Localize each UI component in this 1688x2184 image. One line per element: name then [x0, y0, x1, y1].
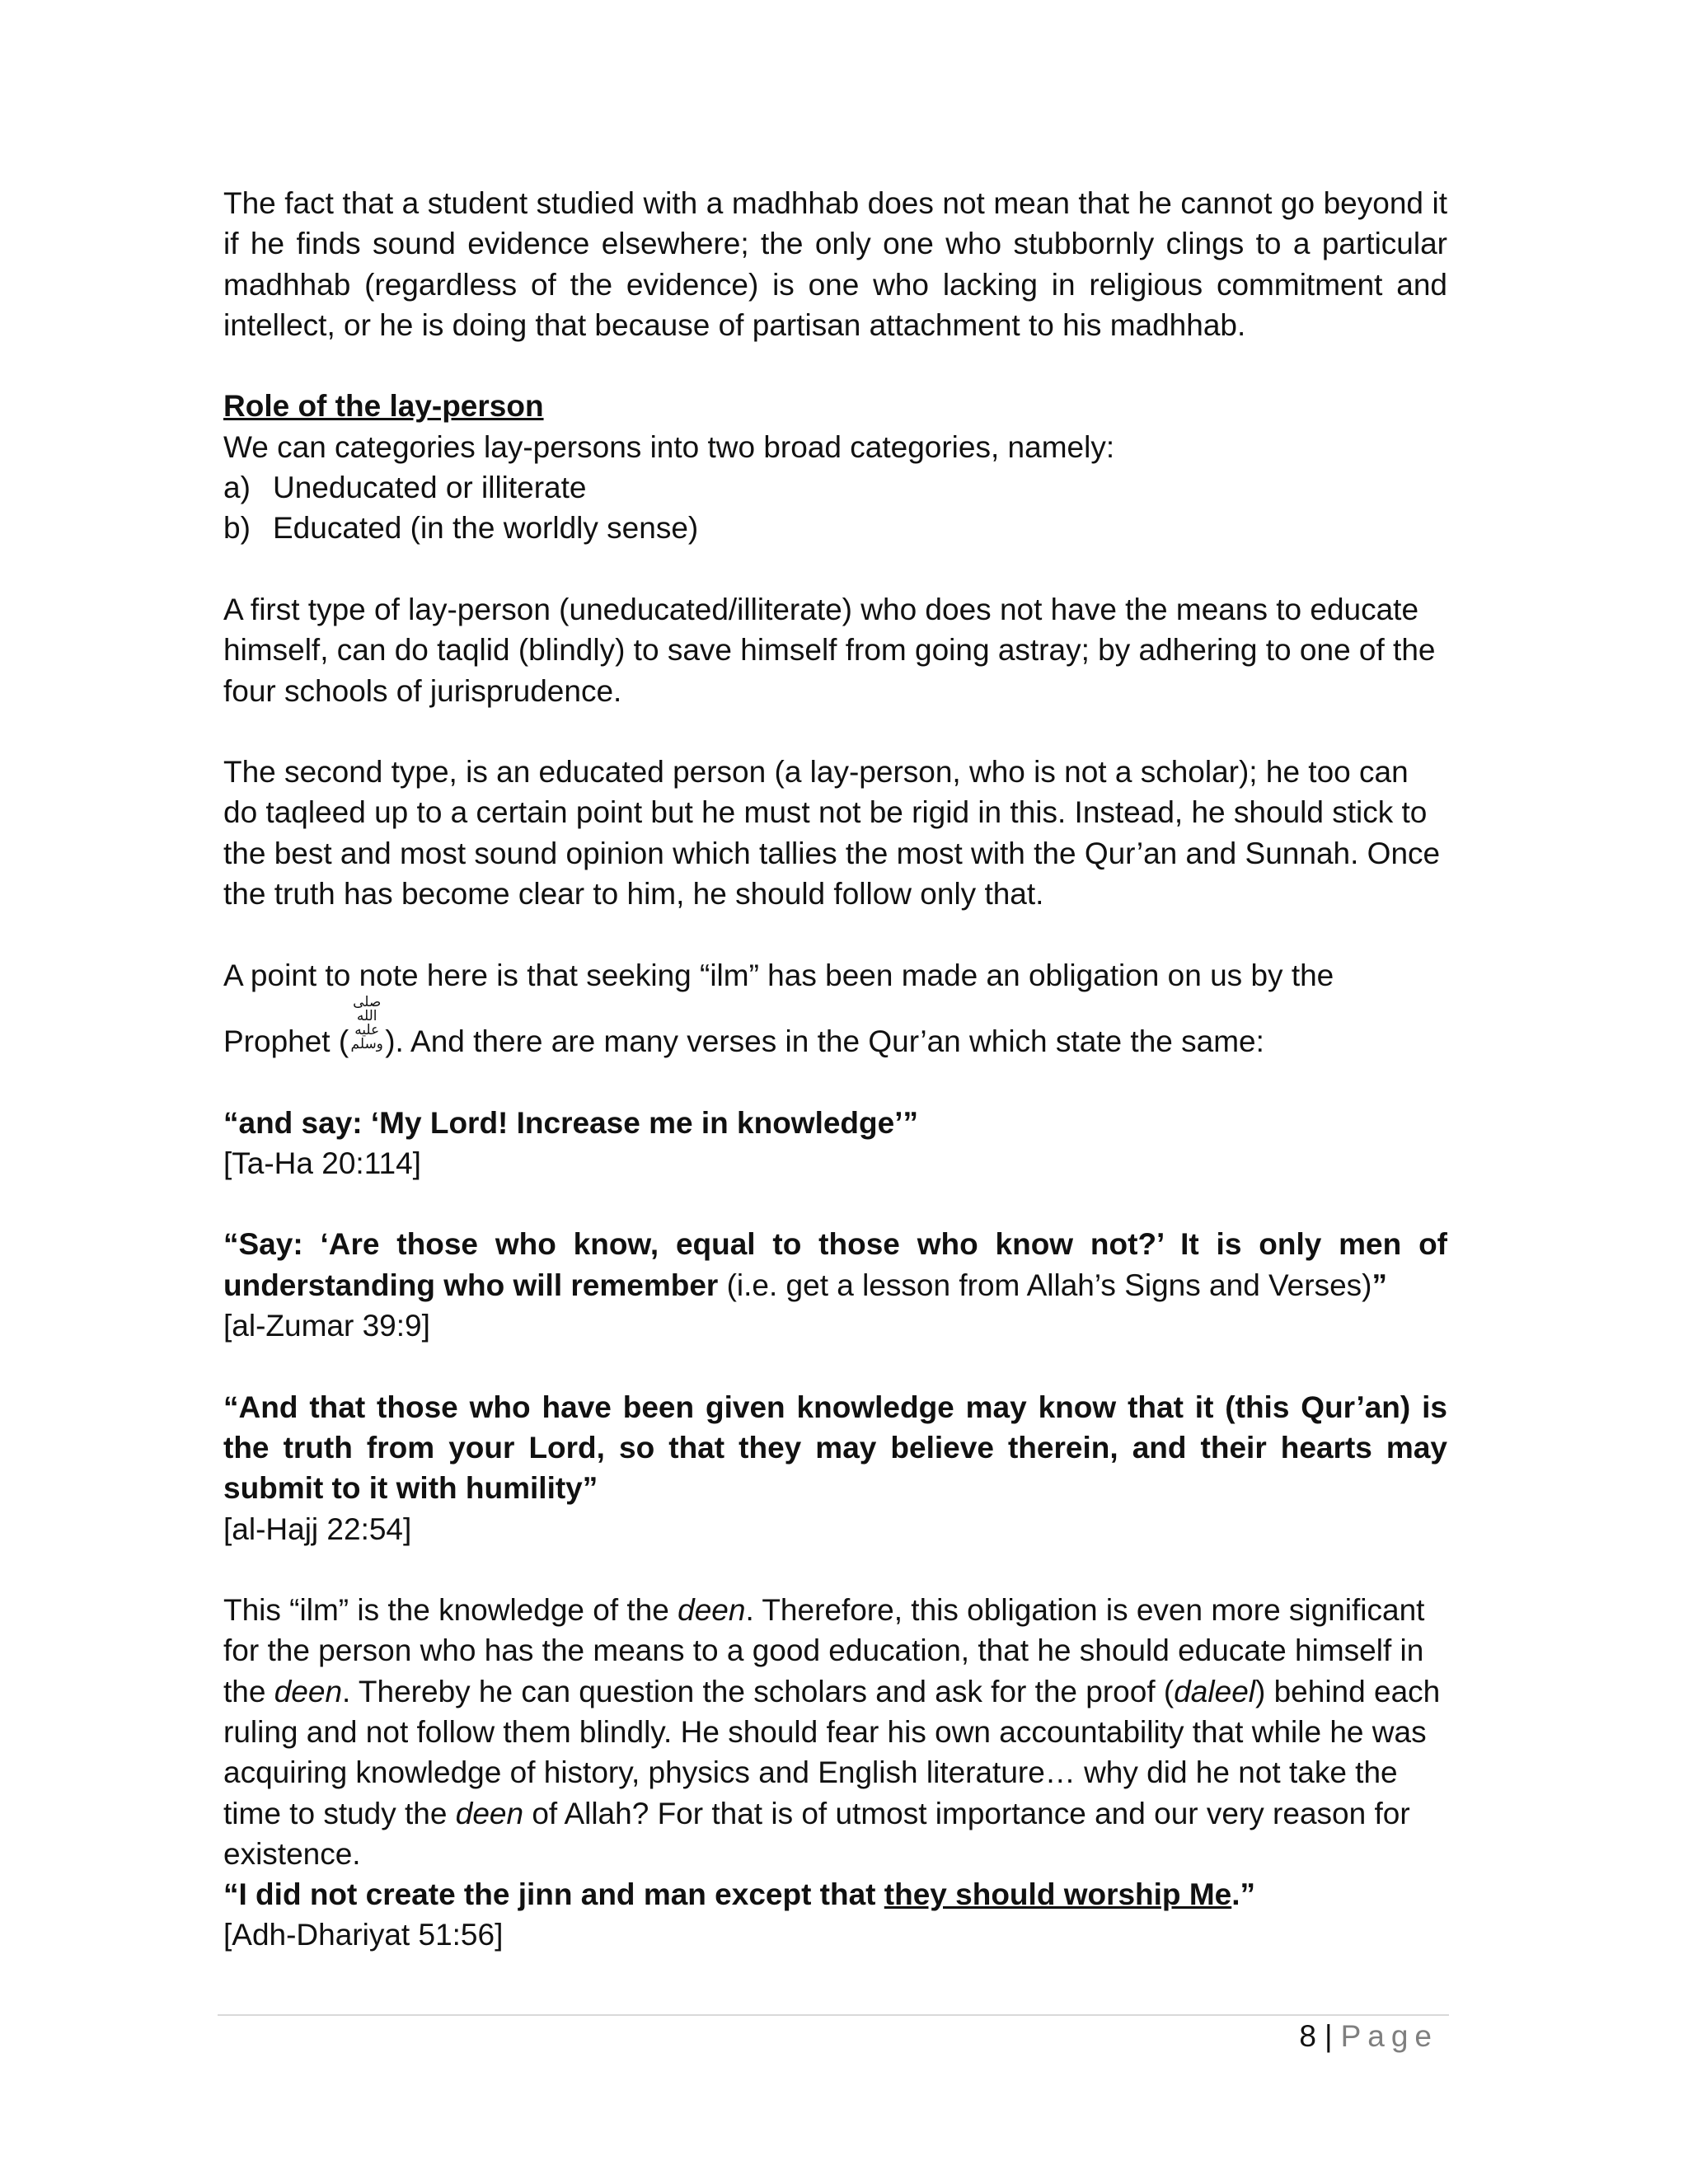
spacer	[223, 1549, 1447, 1590]
list-marker: b)	[223, 511, 251, 546]
quote-reference: [Ta-Ha 20:114]	[223, 1146, 421, 1180]
spacer	[223, 1062, 1447, 1102]
spacer	[223, 711, 1447, 752]
point-text-after: ). And there are many verses in the Qur’an which state the same:	[385, 1024, 1264, 1058]
quote-taha: “and say: ‘My Lord! Increase me in knowledge’”	[223, 1105, 918, 1140]
second-type-paragraph: The second type, is an educated person (a lay-person, who is not a scholar); he too can do taqleed up to a certain point but he must not be rigid in this. Instead, he should stick to the best and most sound opinion which tallies the most with the Qur’an and Sunnah. Once the truth has become clear to him, he should follow only that.	[223, 755, 1441, 912]
section-heading: Role of the lay-person	[223, 389, 544, 424]
list-marker: a)	[223, 471, 251, 505]
list-item	[223, 508, 1447, 548]
ilm-paragraph	[223, 1590, 1447, 1874]
italic-term: deen	[455, 1796, 524, 1830]
section-intro: We can categories lay-persons into two broad categories, namely:	[223, 429, 1115, 464]
spacer	[223, 345, 1447, 386]
quote-dhariyat	[223, 1874, 1447, 1915]
quote-reference: [Adh-Dhariyat 51:56]	[223, 1918, 504, 1952]
spacer	[223, 1183, 1447, 1224]
quote-closing-mark: ”	[1372, 1268, 1387, 1302]
quote-bold-text: “Say: ‘Are those who know, equal to those who know not?’ It is only men of understanding who will remember	[223, 1227, 1447, 1302]
list-item-text: Uneducated or illiterate	[273, 471, 587, 505]
point-paragraph	[223, 955, 1447, 1062]
text-run: This “ilm” is the knowledge of the	[223, 1593, 678, 1628]
text-run: of Allah? For that is of utmost importance and our very reason for existence.	[223, 1796, 1410, 1871]
footer-divider	[218, 2014, 1449, 2016]
footer-separator: |	[1324, 2019, 1333, 2053]
quote-reference: [al-Hajj 22:54]	[223, 1511, 412, 1546]
spacer	[223, 549, 1447, 589]
page-content	[223, 183, 1447, 1956]
text-run: . Thereby he can question the scholars and ask for the proof (	[342, 1674, 1175, 1708]
page-number: 8	[1299, 2019, 1316, 2053]
list-item-text: Educated (in the worldly sense)	[273, 511, 699, 546]
page-footer	[1299, 2016, 1438, 2057]
quote-explanation: (i.e. get a lesson from Allah’s Signs and Verses)	[718, 1268, 1372, 1302]
quote-hajj: “And that those who have been given knowledge may know that it (this Qur’an) is the truth from your Lord, so that they may believe therein, and their hearts may submit to it with humility”	[223, 1390, 1447, 1506]
quote-zumar	[223, 1224, 1447, 1305]
text-run: .”	[1231, 1877, 1255, 1912]
text-run: ) behind each ruling and not follow them blindly. He should fear his own accountability that while he was acquiring knowledge of history, physics and English literature… why did he not take the time to study the	[223, 1674, 1441, 1830]
page-label: Page	[1340, 2019, 1438, 2053]
spacer	[223, 914, 1447, 954]
text-run: “I did not create the jinn and man except that	[223, 1877, 884, 1912]
italic-term: deen	[274, 1674, 343, 1708]
spacer	[223, 1346, 1447, 1386]
quote-reference: [al-Zumar 39:9]	[223, 1309, 430, 1343]
text-run: . Therefore, this obligation is even more significant for the person who has the means to a good education, that he should educate himself in the	[223, 1593, 1425, 1708]
point-text-before: A point to note here is that seeking “ilm” has been made an obligation on us by the Prophet (	[223, 958, 1334, 1058]
intro-paragraph: The fact that a student studied with a madhhab does not mean that he cannot go beyond it if he finds sound evidence elsewhere; the only one who stubbornly clings to a particular madhhab (regardless of the evidence) is one who lacking in religious commitment and intellect, or he is doing that because of partisan attachment to his madhhab.	[223, 186, 1447, 342]
honorific-glyph: صلى الله عليه وسلم	[350, 993, 383, 1052]
underlined-text: they should worship Me	[884, 1877, 1232, 1912]
italic-term: deen	[678, 1593, 746, 1628]
first-type-paragraph: A first type of lay-person (uneducated/illiterate) who does not have the means to educate himself, can do taqlid (blindly) to save himself from going astray; by adhering to one of the four schools of jurisprudence.	[223, 592, 1436, 708]
list-item	[223, 467, 1447, 508]
italic-term: daleel	[1174, 1674, 1255, 1708]
